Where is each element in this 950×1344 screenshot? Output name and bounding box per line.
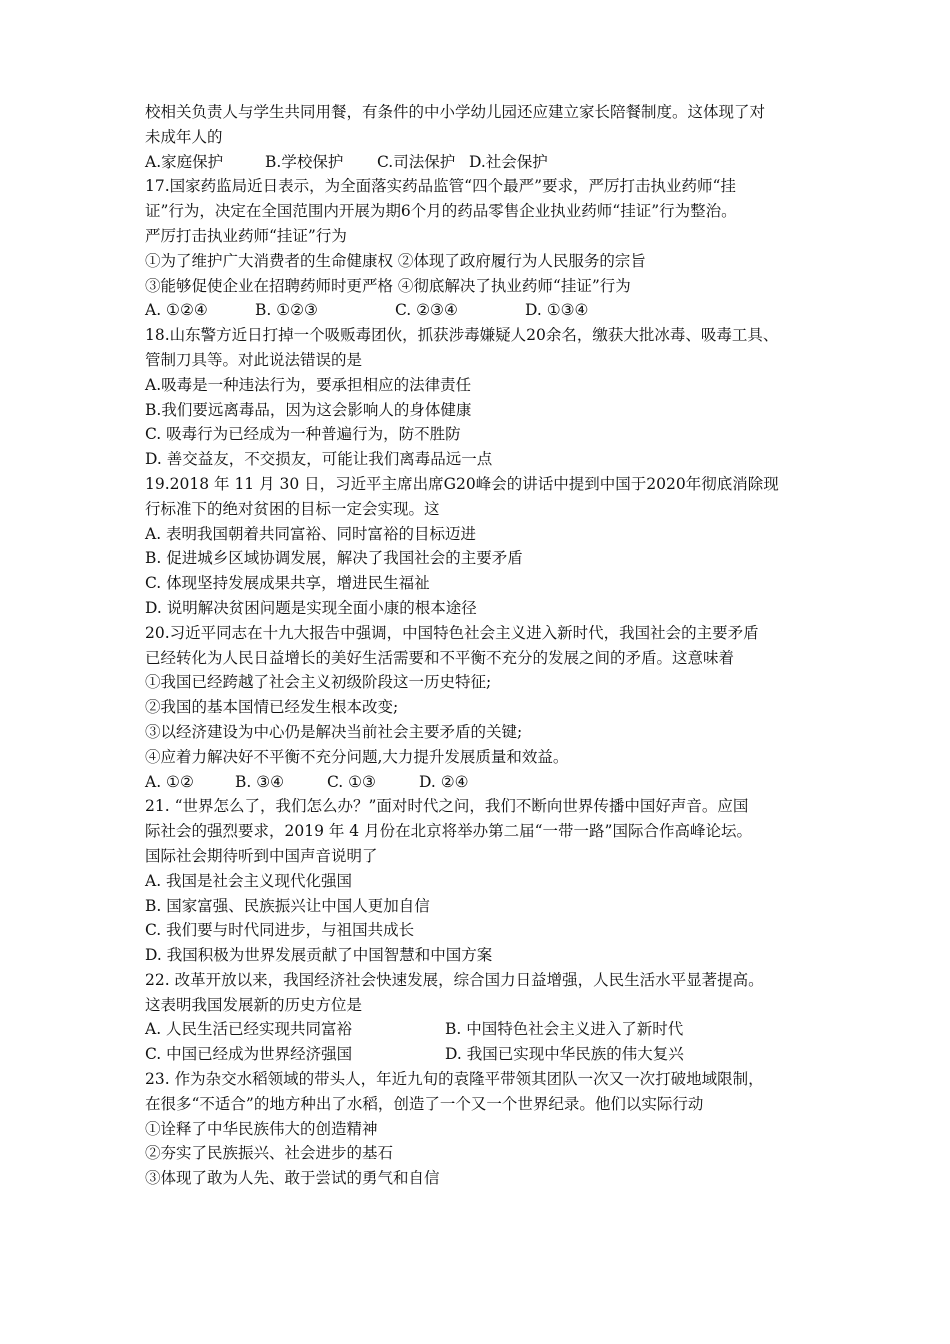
q18-option-c: C. 吸毒行为已经成为一种普遍行为，防不胜防: [145, 425, 461, 444]
q21-option-d: D. 我国积极为世界发展贡献了中国智慧和中国方案: [145, 946, 493, 965]
question-22: [145, 968, 825, 1067]
q16-option-b: B.学校保护: [265, 152, 344, 171]
q20-statement-2: ②我国的基本国情已经发生根本改变;: [145, 698, 399, 717]
q21-stem-line-3: 国际社会期待听到中国声音说明了: [145, 846, 378, 865]
q20-statement-1: ①我国已经跨越了社会主义初级阶段这一历史特征;: [145, 673, 492, 692]
q17-stem-line-1: 17.国家药监局近日表示，为全面落实药品监管“四个最严”要求，严厉打击执业药师“挂: [145, 177, 736, 196]
q17-statement-line-2: ③能够促使企业在招聘药师时更严格 ④彻底解决了执业药师“挂证”行为: [145, 276, 631, 295]
question-23: [145, 1067, 825, 1191]
q18-stem-line-2: 管制刀具等。对此说法错误的是: [145, 350, 363, 369]
question-17: [145, 174, 825, 323]
q22-option-d: D. 我国已实现中华民族的伟大复兴: [445, 1045, 684, 1064]
q21-option-a: A. 我国是社会主义现代化强国: [145, 871, 353, 890]
q23-stem-line-2: 在很多“不适合”的地方种出了水稻，创造了一个又一个世界纪录。他们以实际行动: [145, 1094, 704, 1113]
q22-option-c: C. 中国已经成为世界经济强国: [145, 1045, 353, 1064]
q20-stem-line-1: 20.习近平同志在十九大报告中强调，中国特色社会主义进入新时代，我国社会的主要矛盾: [145, 623, 759, 642]
q21-option-b: B. 国家富强、民族振兴让中国人更加自信: [145, 896, 430, 915]
q16-option-d: D.社会保护: [469, 152, 548, 171]
question-18: [145, 323, 825, 472]
q22-options-row-1: [145, 1017, 825, 1042]
question-19: [145, 472, 825, 621]
q20-stem-line-2: 已经转化为人民日益增长的美好生活需要和不平衡不充分的发展之间的矛盾。这意味着: [145, 648, 735, 667]
q18-stem-line-1: 18.山东警方近日打掉一个吸贩毒团伙，抓获涉毒嫌疑人20余名，缴获大批冰毒、吸毒工具、: [145, 326, 779, 345]
q21-option-c: C. 我们要与时代同进步，与祖国共成长: [145, 921, 415, 940]
q19-option-b: B. 促进城乡区域协调发展，解决了我国社会的主要矛盾: [145, 549, 523, 568]
q17-option-b: B. ①②③: [255, 301, 318, 320]
q19-option-c: C. 体现坚持发展成果共享，增进民生福祉: [145, 574, 430, 593]
q20-statement-3: ③以经济建设为中心仍是解决当前社会主要矛盾的关键;: [145, 722, 523, 741]
q16-option-c: C.司法保护: [377, 152, 456, 171]
q22-option-b: B. 中国特色社会主义进入了新时代: [445, 1020, 684, 1039]
q17-stem-line-3: 严厉打击执业药师“挂证”行为: [145, 226, 347, 245]
q19-option-a: A. 表明我国朝着共同富裕、同时富裕的目标迈进: [145, 524, 477, 543]
q16-options: [145, 150, 825, 175]
q20-statement-4: ④应着力解决好不平衡不充分问题,大力提升发展质量和效益。: [145, 747, 569, 766]
q23-statement-2: ②夯实了民族振兴、社会进步的基石: [145, 1144, 394, 1163]
q22-option-a: A. 人民生活已经实现共同富裕: [145, 1020, 353, 1039]
q17-option-c: C. ②③④: [395, 301, 458, 320]
q17-options: [145, 298, 825, 323]
q23-statement-3: ③体现了敢为人先、敢于尝试的勇气和自信: [145, 1169, 440, 1188]
q20-option-a: A. ①②: [145, 772, 194, 791]
q21-stem-line-1: 21. “世界怎么了，我们怎么办？”面对时代之问，我们不断向世界传播中国好声音。应国: [145, 797, 749, 816]
q20-option-c: C. ①③: [327, 772, 376, 791]
q19-stem-line-1: 19.2018 年 11 月 30 日，习近平主席出席G20峰会的讲话中提到中国于2020年彻底消除现: [145, 474, 779, 493]
q20-options: [145, 770, 825, 795]
question-16: [145, 100, 825, 174]
q16-stem-line-2: 未成年人的: [145, 127, 223, 146]
q18-option-d: D. 善交益友，不交损友，可能让我们离毒品远一点: [145, 450, 493, 469]
q17-stem-line-2: 证”行为，决定在全国范围内开展为期6个月的药品零售企业执业药师“挂证”行为整治。: [145, 202, 737, 221]
q22-stem-line-1: 22. 改革开放以来，我国经济社会快速发展，综合国力日益增强，人民生活水平显著提高。: [145, 970, 764, 989]
q16-stem-line-1: 校相关负责人与学生共同用餐，有条件的中小学幼儿园还应建立家长陪餐制度。这体现了对: [145, 103, 766, 121]
q18-option-b: B.我们要远离毒品，因为这会影响人的身体健康: [145, 400, 472, 419]
q17-option-d: D. ①③④: [525, 301, 589, 320]
q19-stem-line-2: 行标准下的绝对贫困的目标一定会实现。这: [145, 499, 440, 518]
q22-stem-line-2: 这表明我国发展新的历史方位是: [145, 995, 363, 1014]
q23-statement-1: ①诠释了中华民族伟大的创造精神: [145, 1119, 378, 1138]
q17-statement-line-1: ①为了维护广大消费者的生命健康权 ②体现了政府履行为人民服务的宗旨: [145, 251, 646, 270]
q20-option-d: D. ②④: [419, 772, 469, 791]
q20-option-b: B. ③④: [235, 772, 285, 791]
question-21: [145, 794, 825, 968]
q18-option-a: A.吸毒是一种违法行为，要承担相应的法律责任: [145, 375, 472, 394]
q19-option-d: D. 说明解决贫困问题是实现全面小康的根本途径: [145, 598, 477, 617]
question-20: [145, 621, 825, 795]
q17-option-a: A. ①②④: [145, 301, 208, 320]
q23-stem-line-1: 23. 作为杂交水稻领域的带头人，年近九旬的袁隆平带领其团队一次又一次打破地域限制，: [145, 1070, 764, 1089]
q16-option-a: A.家庭保护: [145, 152, 224, 171]
exam-page: [145, 100, 825, 1191]
q21-stem-line-2: 际社会的强烈要求，2019 年 4 月份在北京将举办第二届“一带一路”国际合作高峰论坛。: [145, 822, 752, 841]
q22-options-row-2: [145, 1042, 825, 1067]
